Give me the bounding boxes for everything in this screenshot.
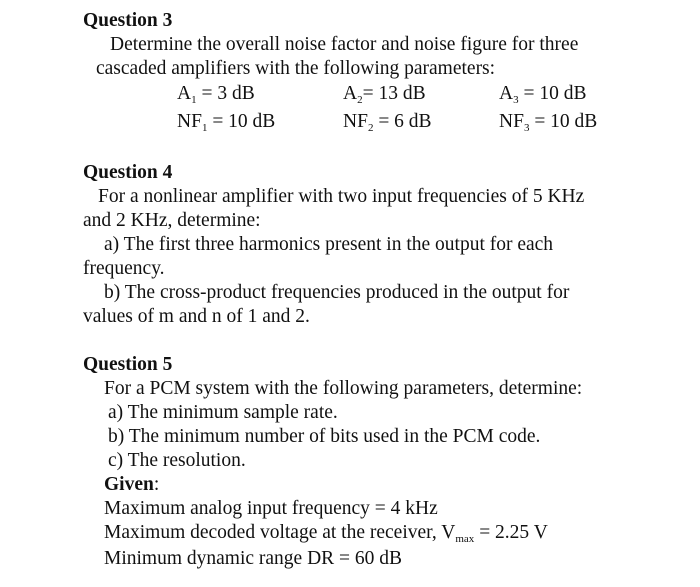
param-a2: $A_2= 13$ dB — [343, 83, 426, 106]
question-4-text-line-1: For a nonlinear amplifier with two input frequencies of 5 KHz — [98, 186, 585, 207]
question-4-item-b-line-2: values of m and n of 1 and 2. — [83, 306, 310, 327]
given-colon: : — [153, 474, 160, 495]
question-5-item-c: c) The resolution. — [108, 450, 246, 471]
given-label: Given — [104, 474, 154, 495]
question-4-text-line-2: and 2 KHz, determine: — [83, 210, 261, 231]
question-4-item-a-line-2: frequency. — [83, 258, 165, 279]
question-5-title: Question 5 — [83, 354, 173, 375]
question-4-title: Question 4 — [83, 162, 173, 183]
question-4-item-b-line-1: b) The cross-product frequencies produced in the output for — [104, 282, 570, 303]
param-nf2: $NF_2 = 6$ dB — [343, 111, 432, 134]
question-3-title: Question 3 — [83, 10, 173, 31]
given-line-1: Maximum analog input frequency = 4 kHz — [104, 498, 438, 519]
given-line-3: Minimum dynamic range DR = 60 dB — [104, 548, 403, 569]
param-a3: $A_3 = 10$ dB — [499, 83, 587, 106]
param-nf3: $NF_3 = 10$ dB — [499, 111, 598, 134]
question-3-text-line-2: cascaded amplifiers with the following parameters: — [96, 58, 496, 79]
param-nf1: $NF_1 = 10$ dB — [177, 111, 276, 134]
question-4-item-a-line-1: a) The first three harmonics present in the output for each — [104, 234, 554, 255]
given-line-2: Maximum decoded voltage at the receiver, $V_{max} = 2.25$ V — [104, 522, 548, 545]
question-5-item-b: b) The minimum number of bits used in the PCM code. — [108, 426, 541, 447]
question-5-text-line-1: For a PCM system with the following parameters, determine: — [104, 378, 583, 399]
question-5-item-a: a) The minimum sample rate. — [108, 402, 338, 423]
question-3-text-line-1: Determine the overall noise factor and noise figure for three — [110, 34, 579, 55]
param-a1: $A_1 = 3$ dB — [177, 83, 255, 106]
given-heading — [104, 473, 159, 497]
